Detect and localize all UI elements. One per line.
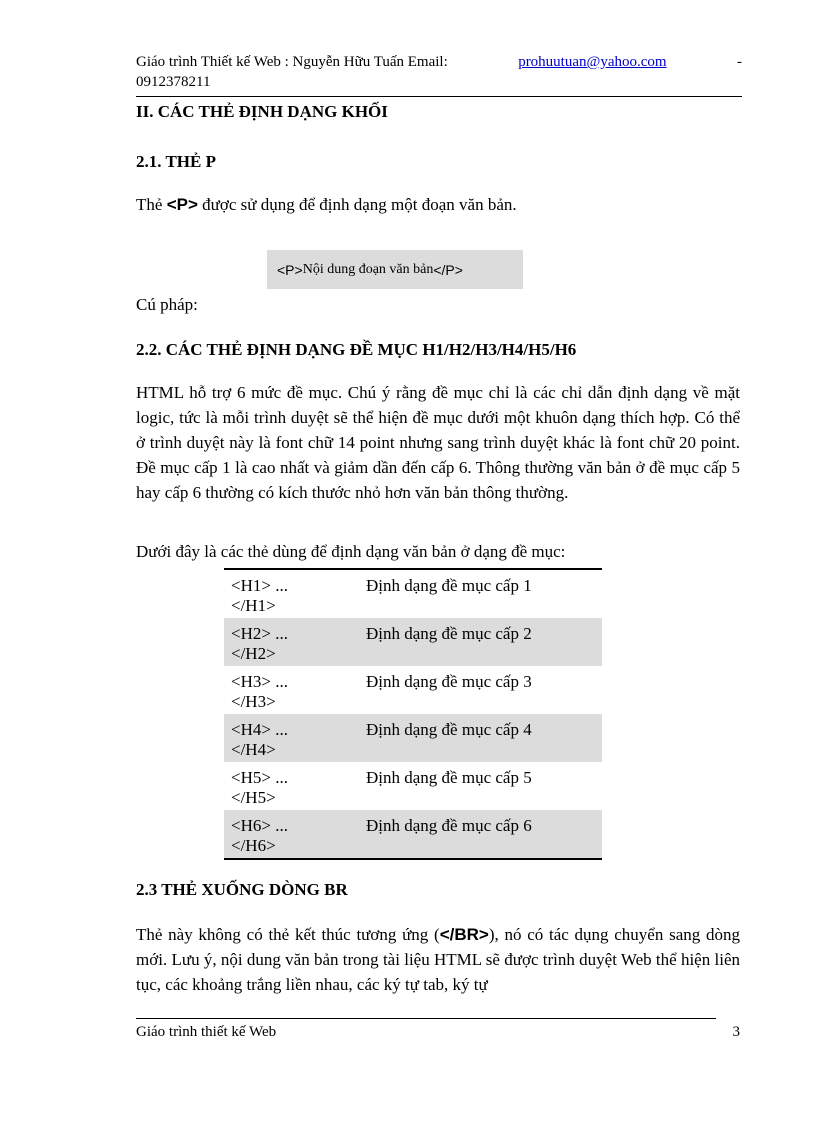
table-row — [224, 618, 602, 666]
code-content: Nội dung đoạn văn bản — [302, 261, 434, 277]
tag-open: <H4> ... — [231, 720, 288, 739]
desc-cell: Định dạng đề mục cấp 6 — [366, 816, 532, 835]
tag-close: </H6> — [231, 836, 276, 855]
page-number: 3 — [732, 1024, 740, 1040]
section-title: II. CÁC THẺ ĐỊNH DẠNG KHỐI — [136, 102, 388, 121]
footer-divider — [136, 1018, 716, 1019]
tag-close: </H1> — [231, 596, 276, 615]
table-row — [224, 810, 602, 858]
tag-open: <H3> ... — [231, 672, 288, 691]
header-author: Giáo trình Thiết kế Web : Nguyễn Hữu Tuấn Email: — [136, 54, 448, 70]
tag-close: </H2> — [231, 644, 276, 663]
tag-open: <H2> ... — [231, 624, 288, 643]
tag-cell — [224, 666, 360, 714]
headings-paragraph: HTML hỗ trợ 6 mức đề mục. Chú ý rằng đề mục chỉ là các chỉ dẫn định dạng về mặt logic, tức là mỗi trình duyệt sẽ thể hiện đề mục dưới một khuôn dạng thích hợp. Có thể ở trình duyệt này là font chữ 14 point nhưng sang trình duyệt khác là font chữ 20 point. Đề mục cấp 1 là cao nhất và giảm dần đến cấp 6. Thông thường văn bản ở đề mục cấp 5 hay cấp 6 thường có kích thước nhỏ hơn văn bản thông thường. — [136, 383, 740, 502]
desc-cell: Định dạng đề mục cấp 2 — [366, 624, 532, 643]
code-close-tag: </P> — [433, 261, 463, 278]
tag-open: <H1> ... — [231, 576, 288, 595]
tag-cell — [224, 810, 360, 858]
syntax-label: Cú pháp: — [136, 295, 198, 314]
tag-cell — [224, 570, 360, 618]
table-row — [224, 666, 602, 714]
desc-cell: Định dạng đề mục cấp 1 — [366, 576, 532, 595]
code-example-box — [267, 250, 523, 289]
headings-table — [224, 568, 602, 860]
tag-cell — [224, 714, 360, 762]
heading-2-2: 2.2. CÁC THẺ ĐỊNH DẠNG ĐỀ MỤC H1/H2/H3/H4/H5/H6 — [136, 340, 577, 359]
desc-cell: Định dạng đề mục cấp 5 — [366, 768, 532, 787]
footer-title: Giáo trình thiết kế Web — [136, 1024, 277, 1040]
br-text-pre: Thẻ này không có thẻ kết thúc tương ứng ( — [136, 925, 440, 944]
header-dash: - — [736, 54, 742, 70]
desc-cell: Định dạng đề mục cấp 4 — [366, 720, 532, 739]
tag-close: </H4> — [231, 740, 276, 759]
code-open-tag: <P> — [277, 261, 303, 278]
header-phone: 0912378211 — [136, 74, 211, 90]
tag-cell — [224, 762, 360, 810]
heading-2-1: 2.1. THẺ P — [136, 152, 216, 171]
br-tag-inline: </BR> — [439, 925, 489, 944]
tag-close: </H5> — [231, 788, 276, 807]
header-email-link[interactable]: prohuutuan@yahoo.com — [518, 54, 667, 70]
page-header — [136, 52, 742, 92]
header-line — [136, 52, 742, 72]
table-row — [224, 762, 602, 810]
tag-open: <H6> ... — [231, 816, 288, 835]
p-desc-pre: Thẻ — [136, 195, 167, 214]
desc-cell: Định dạng đề mục cấp 3 — [366, 672, 532, 691]
br-text-post: ), nó có tác dụng chuyển sang dòng mới. Lưu ý, nội dung văn bản trong tài liệu HTML sẽ được trình duyệt Web thể hiện liên tục, các khoảng trắng liền nhau, các ký tự tab, ký tự — [136, 925, 740, 994]
table-row — [224, 714, 602, 762]
p-tag-description — [136, 195, 517, 215]
tag-cell — [224, 618, 360, 666]
header-divider — [136, 96, 742, 97]
tag-close: </H3> — [231, 692, 276, 711]
p-desc-post: được sử dụng để định dạng một đoạn văn bản. — [197, 195, 517, 214]
headings-intro: Dưới đây là các thẻ dùng để định dạng văn bản ở dạng đề mục: — [136, 542, 566, 561]
heading-2-3: 2.3 THẺ XUỐNG DÒNG BR — [136, 880, 348, 899]
table-row — [224, 570, 602, 618]
page-footer — [136, 1024, 740, 1041]
tag-open: <H5> ... — [231, 768, 288, 787]
p-tag-inline: <P> — [166, 195, 198, 214]
br-paragraph — [136, 922, 740, 997]
